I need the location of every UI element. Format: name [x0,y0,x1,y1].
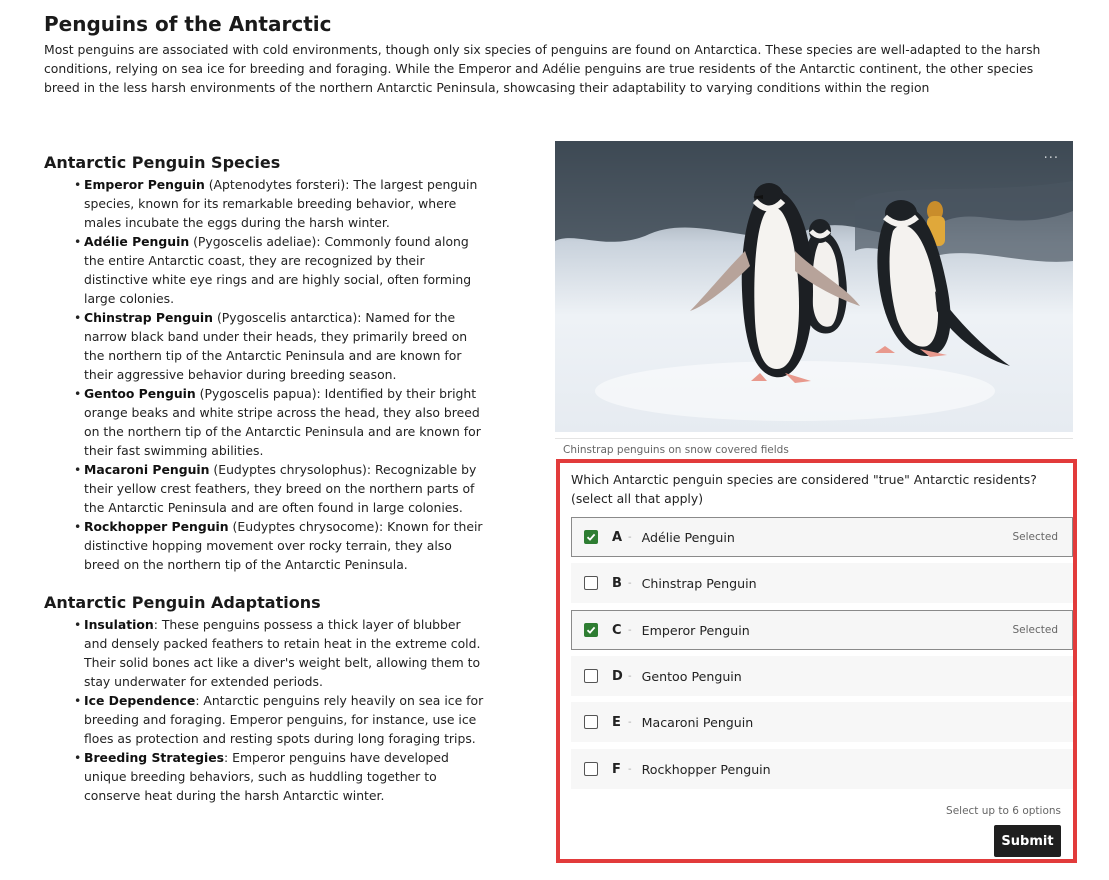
selected-tag: Selected [1012,624,1058,636]
penguin-photo [555,141,1073,432]
option-c[interactable] [571,610,1073,650]
list-item: • Adélie Penguin (Pygoscelis adeliae): Commonly found along the entire Antarctic coast, they are recognized by their distinctive white eye rings and are highly social, often forming large colonies. [74,232,484,308]
list-item: • Macaroni Penguin (Eudyptes chrysolophus): Recognizable by their yellow crest feathers, they breed on the northern parts of the Antarctic Peninsula and are often found in large colonies. [74,460,484,517]
checkbox[interactable] [584,762,598,776]
option-letter: F [612,761,621,777]
adaptations-list [74,615,484,805]
quiz-panel [556,459,1077,863]
page-title: Penguins of the Antarctic [44,12,332,36]
species-list [74,175,484,574]
option-letter: C [612,622,622,638]
option-a[interactable] [571,517,1073,557]
selection-hint: Select up to 6 options [946,805,1061,817]
option-label: Gentoo Penguin [641,668,742,684]
separator: - [628,624,632,636]
separator: - [628,577,632,589]
checkmark-icon [586,532,596,542]
list-item: • Emperor Penguin (Aptenodytes forsteri): The largest penguin species, known for its remarkable breeding behavior, where males incubate the eggs during the harsh winter. [74,175,484,232]
checkbox[interactable] [584,623,598,637]
checkbox[interactable] [584,669,598,683]
intro-paragraph: Most penguins are associated with cold environments, though only six species of penguins are found on Antarctica. These species are well-adapted to the harsh conditions, relying on sea ice for breeding and foraging. While the Emperor and Adélie penguins are true residents of the Antarctic continent, the other species breed in the less harsh environments of the northern Antarctic Peninsula, showcasing their adaptability to varying conditions within the region [44,42,1041,95]
separator: - [628,763,632,775]
option-label: Emperor Penguin [641,622,750,638]
submit-button[interactable]: Submit [994,825,1061,857]
option-letter: E [612,714,621,730]
checkbox[interactable] [584,715,598,729]
species-heading: Antarctic Penguin Species [44,153,281,172]
option-letter: B [612,575,622,591]
list-item: • Chinstrap Penguin (Pygoscelis antarctica): Named for the narrow black band under their heads, they primarily breed on the northern tip of the Antarctic Peninsula and are known for their aggressive behavior during breeding season. [74,308,484,384]
option-label: Adélie Penguin [641,529,735,545]
checkbox[interactable] [584,576,598,590]
content-column [44,153,494,805]
separator: - [628,670,632,682]
option-d[interactable] [571,656,1073,696]
option-letter: D [612,668,623,684]
option-label: Chinstrap Penguin [641,575,757,591]
list-item: • Gentoo Penguin (Pygoscelis papua): Identified by their bright orange beaks and white stripe across the head, they also breed on the northern tip of the Antarctic Peninsula and are known for their fast swimming abilities. [74,384,484,460]
option-letter: A [612,529,623,545]
checkbox[interactable] [584,530,598,544]
option-e[interactable] [571,702,1073,742]
separator: - [628,716,632,728]
list-item: • Rockhopper Penguin (Eudyptes chrysocome): Known for their distinctive hopping movement over rocky terrain, they also breed on the northern tip of the Antarctic Peninsula. [74,517,484,574]
penguin-illustration [555,141,1073,432]
list-item: • Ice Dependence: Antarctic penguins rely heavily on sea ice for breeding and foraging. Emperor penguins, for instance, use ice floes as protection and resting spots during long foraging trips. [74,691,484,748]
quiz-question: Which Antarctic penguin species are considered "true" Antarctic residents? (select all that apply) [571,472,1037,506]
image-caption: Chinstrap penguins on snow covered fields [563,444,789,456]
option-label: Macaroni Penguin [641,714,754,730]
list-item: • Breeding Strategies: Emperor penguins have developed unique breeding behaviors, such as huddling together to conserve heat during the harsh Antarctic winter. [74,748,484,805]
option-b[interactable] [571,563,1073,603]
caption-divider [555,438,1073,439]
more-options-icon[interactable]: ··· [1043,151,1059,166]
selected-tag: Selected [1012,531,1058,543]
checkmark-icon [586,625,596,635]
option-label: Rockhopper Penguin [641,761,771,777]
adaptations-heading: Antarctic Penguin Adaptations [44,593,321,612]
option-f[interactable] [571,749,1073,789]
list-item: • Insulation: These penguins possess a thick layer of blubber and densely packed feathers to retain heat in the extreme cold. Their solid bones act like a diver's weight belt, allowing them to stay underwater for extended periods. [74,615,484,691]
separator: - [628,531,632,543]
